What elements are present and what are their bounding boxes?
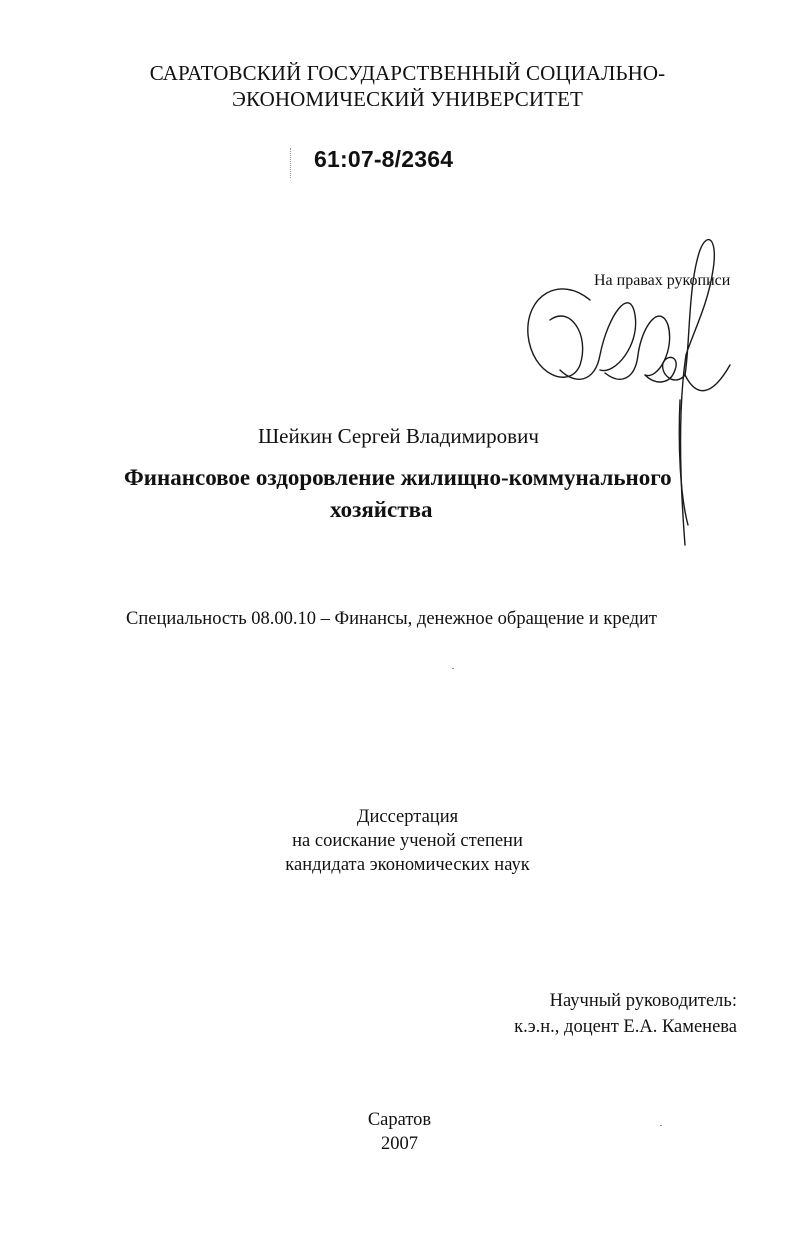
author-name: Шейкин Сергей Владимирович <box>258 424 539 448</box>
university-name <box>10 60 795 112</box>
scan-speck <box>660 1125 662 1126</box>
dissertation-line3: кандидата экономических наук <box>285 855 530 875</box>
signature-loop-3 <box>605 316 670 379</box>
university-name-line2: ЭКОНОМИЧЕСКИЙ УНИВЕРСИТЕТ <box>232 87 583 111</box>
dissertation-purpose <box>10 805 795 877</box>
scan-speck <box>452 668 454 669</box>
supervisor-label: Научный руководитель: <box>549 991 737 1011</box>
signature-loop-1 <box>528 289 590 377</box>
catalog-margin-mark <box>290 148 292 178</box>
dissertation-title <box>124 462 744 526</box>
year: 2007 <box>381 1134 418 1154</box>
title-line2: хозяйства <box>330 497 433 522</box>
dissertation-line2: на соискание ученой степени <box>292 831 523 851</box>
city: Саратов <box>367 1110 432 1130</box>
specialty-line: Специальность 08.00.10 – Финансы, денежное обращение и кредит <box>126 609 658 629</box>
supervisor-name: к.э.н., доцент Е.А. Каменева <box>514 1017 737 1037</box>
signature-tail <box>685 365 730 391</box>
university-name-line1: САРАТОВСКИЙ ГОСУДАРСТВЕННЫЙ СОЦИАЛЬНО- <box>149 61 666 85</box>
rights-note: На правах рукописи <box>594 272 731 289</box>
signature-loop-2 <box>560 303 636 379</box>
signature-loop-4 <box>645 357 685 382</box>
place-and-year <box>2 1108 795 1156</box>
supervisor-block <box>514 988 737 1040</box>
catalog-number: 61:07-8/2364 <box>314 146 454 172</box>
title-line1: Финансовое оздоровление жилищно-коммунального <box>124 465 672 490</box>
dissertation-line1: Диссертация <box>356 807 459 827</box>
